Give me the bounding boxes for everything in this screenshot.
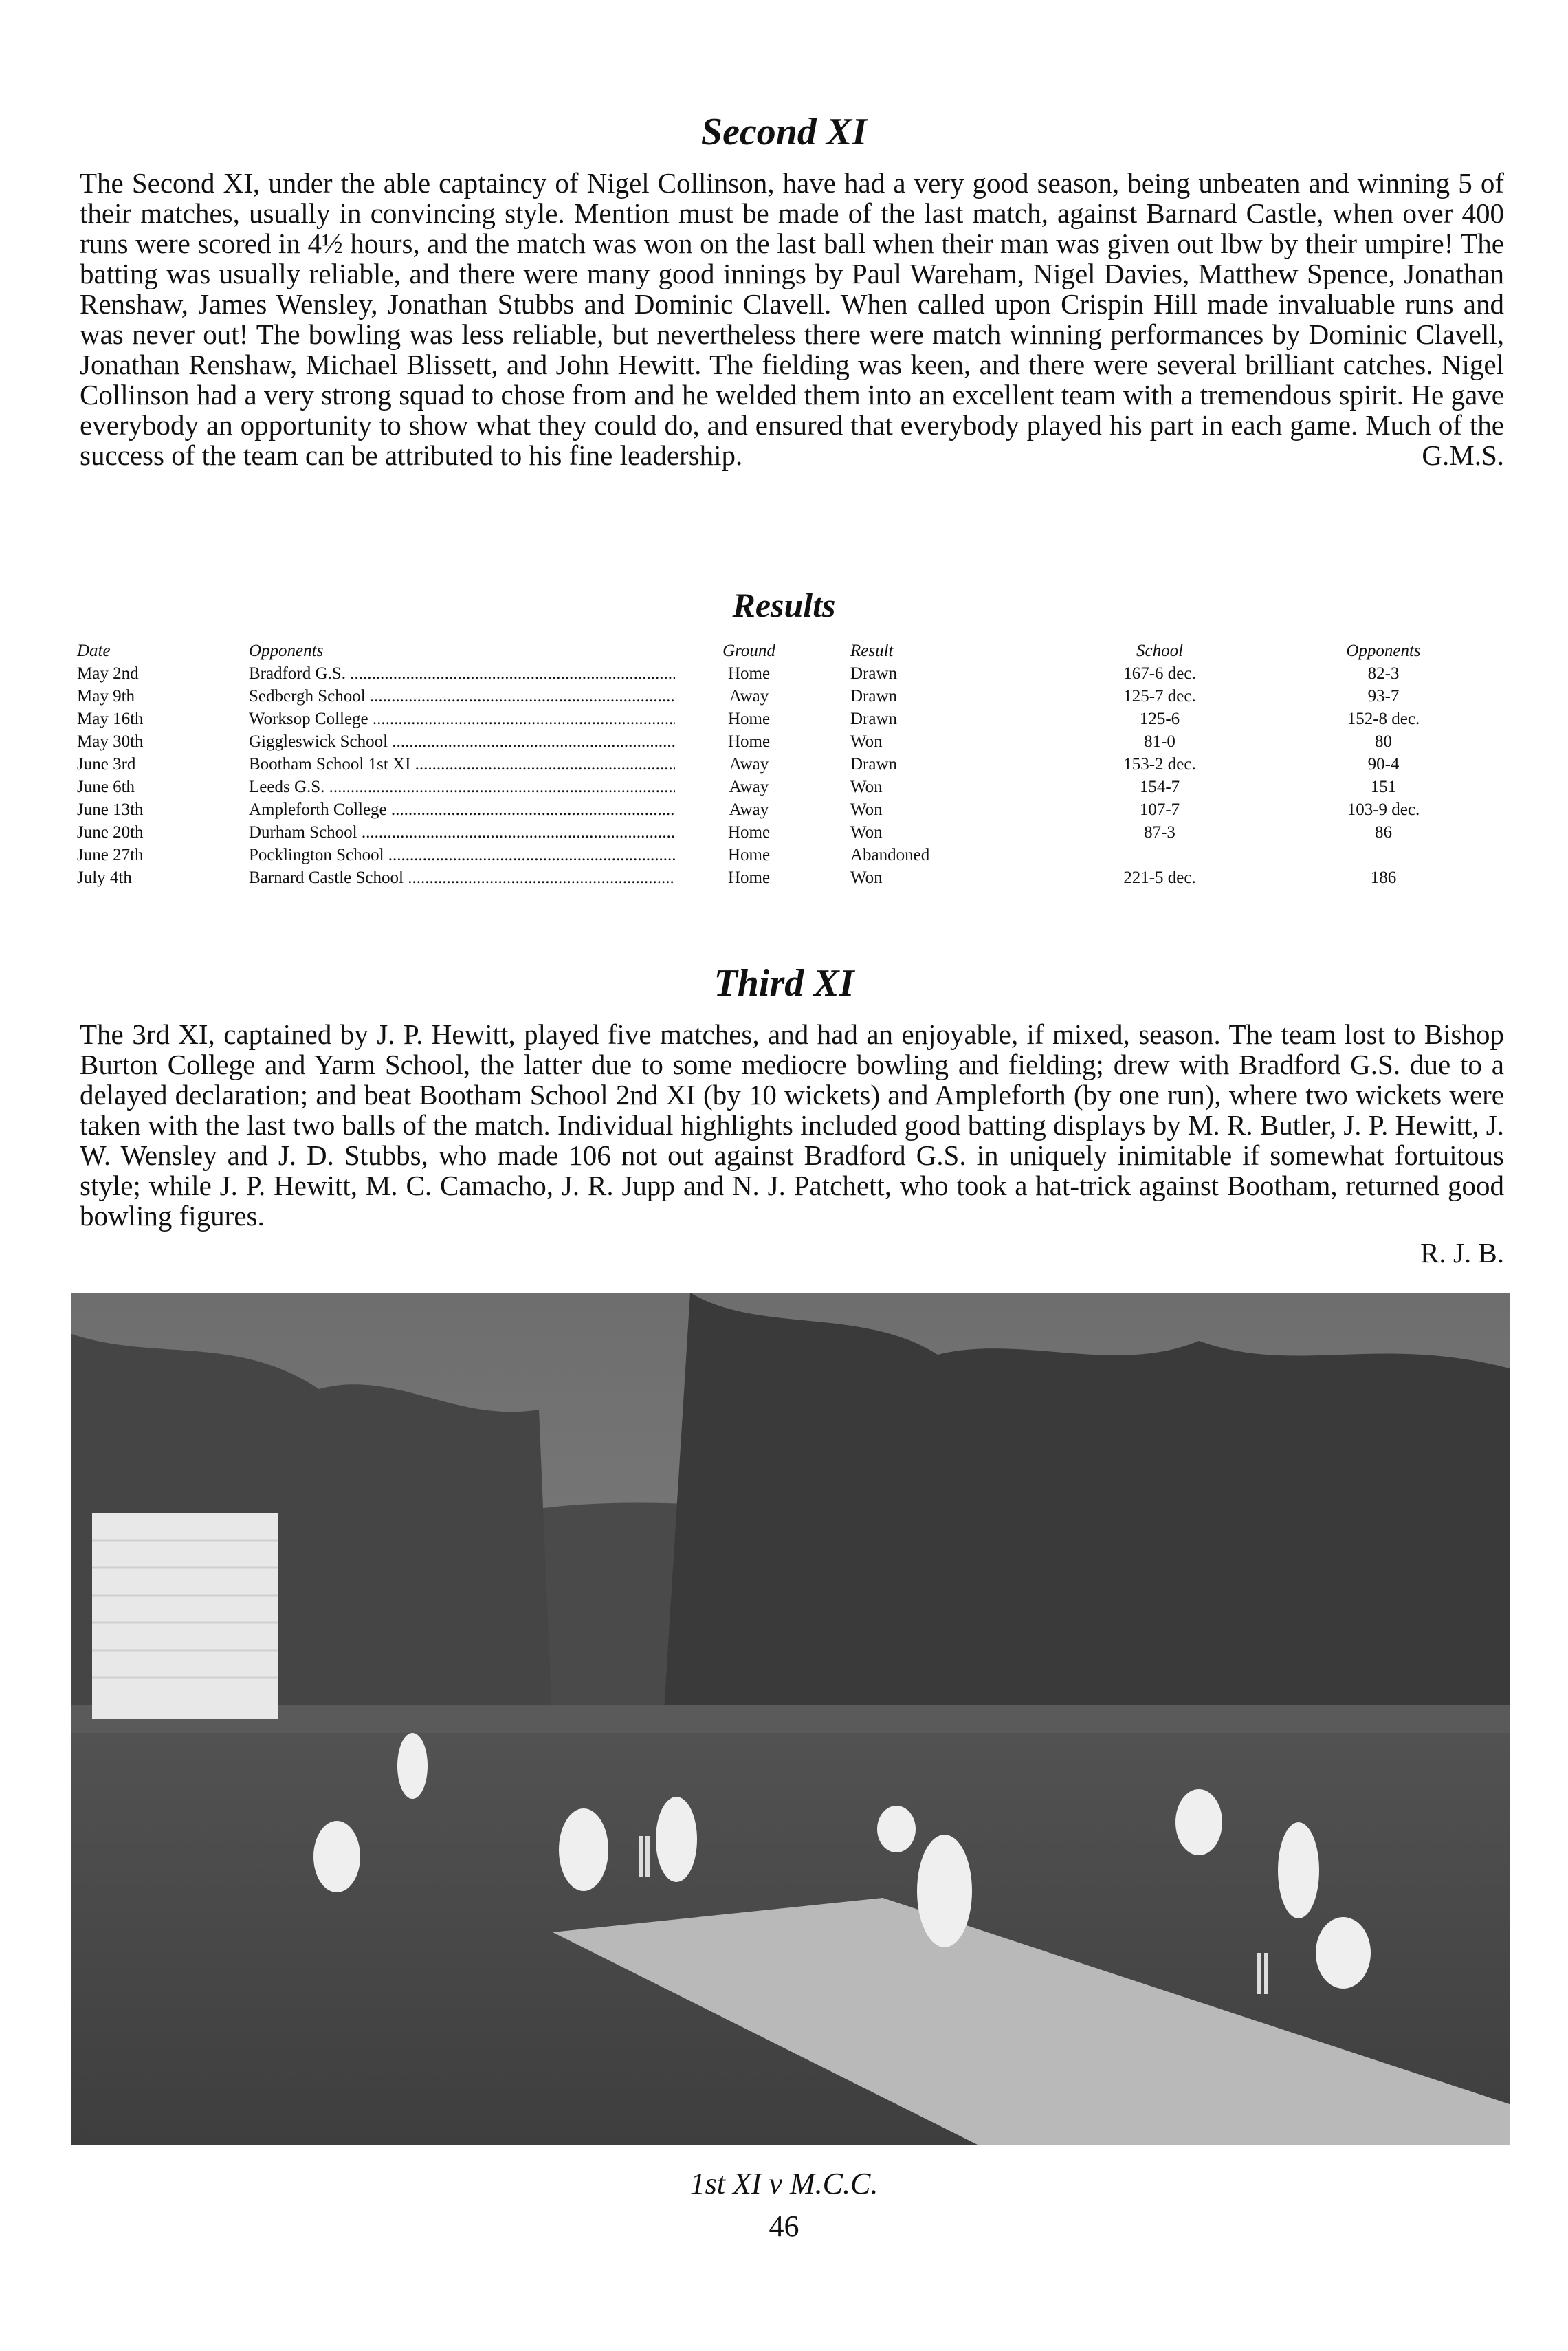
- row-school-score: 153-2 dec.: [1123, 755, 1196, 774]
- row-result: Drawn: [850, 664, 898, 683]
- row-result: Drawn: [850, 755, 898, 774]
- row-opponent-score: 82-3: [1367, 664, 1400, 683]
- row-school-score: 125-7 dec.: [1123, 687, 1196, 706]
- row-result: Won: [850, 778, 883, 796]
- row-opponent-score: 86: [1375, 823, 1392, 842]
- header-opponents-score: Opponents: [1346, 642, 1421, 660]
- row-date: May 9th: [77, 687, 135, 706]
- table-row: [77, 708, 1497, 730]
- row-opponent: Sedbergh School .....: [249, 685, 675, 708]
- second-xi-heading: Second XI: [700, 111, 868, 153]
- sight-screen: [92, 1513, 278, 1719]
- row-date: July 4th: [77, 868, 132, 887]
- row-ground: Away: [729, 778, 769, 796]
- table-row: [77, 866, 1497, 889]
- row-school-score: 125-6: [1139, 710, 1180, 728]
- row-opponent: Bootham School 1st XI .....: [249, 753, 675, 776]
- row-date: June 3rd: [77, 755, 136, 774]
- row-opponent: Worksop College .....: [249, 708, 675, 730]
- row-result: Won: [850, 823, 883, 842]
- row-ground: Home: [727, 868, 771, 887]
- row-school-score: 87-3: [1144, 823, 1175, 842]
- row-ground: Away: [729, 687, 769, 706]
- table-row: [77, 730, 1497, 753]
- header-opponents: Opponents: [249, 642, 324, 660]
- header-date: Date: [77, 642, 111, 660]
- row-ground: Home: [727, 710, 771, 728]
- results-heading: Results: [732, 586, 836, 624]
- row-opponent-score: 90-4: [1367, 755, 1400, 774]
- row-opponent-score: 103-9 dec.: [1347, 800, 1420, 819]
- row-ground: Home: [727, 846, 771, 864]
- row-result: Won: [850, 800, 883, 819]
- row-ground: Away: [729, 800, 769, 819]
- row-opponent: Pocklington School .....: [249, 844, 675, 866]
- row-opponent-score: 152-8 dec.: [1347, 710, 1420, 728]
- row-opponent-score: 151: [1370, 778, 1397, 796]
- row-school-score: 107-7: [1139, 800, 1180, 819]
- results-table: [77, 639, 1497, 889]
- row-school-score: 167-6 dec.: [1123, 664, 1196, 683]
- table-row: [77, 798, 1497, 821]
- row-school-score: 81-0: [1144, 732, 1175, 751]
- row-result: Abandoned: [850, 846, 930, 864]
- row-date: May 30th: [77, 732, 144, 751]
- second-xi-signature: G.M.S.: [1422, 439, 1504, 471]
- row-ground: Away: [729, 755, 769, 774]
- row-date: June 13th: [77, 800, 144, 819]
- photo-caption: 1st XI v M.C.C.: [689, 2167, 879, 2200]
- table-row: [77, 753, 1497, 776]
- header-result: Result: [850, 642, 894, 660]
- row-result: Won: [850, 732, 883, 751]
- third-xi-heading: Third XI: [714, 962, 854, 1005]
- row-ground: Home: [727, 732, 771, 751]
- row-opponent-score: 186: [1370, 868, 1397, 887]
- third-xi-report: [80, 1019, 1504, 1231]
- row-opponent: Barnard Castle School .....: [249, 866, 675, 889]
- row-result: Drawn: [850, 710, 898, 728]
- second-xi-report: [80, 168, 1504, 470]
- row-opponent: Leeds G.S. .....: [249, 776, 675, 798]
- second-xi-body: The Second XI, under the able captaincy of Nigel Collinson, have had a very good season, being unbeaten and winning 5 of their matches, usually in convincing style. Mention must be made of the last match, against Barnard Castle, when over 400 runs were scored in 4½ hours, and the match was won on the last ball when their man was given out lbw by their umpire! The batting was usually reliable, and there were many good innings by Paul Wareham, Nigel Davies, Matthew Spence, Jonathan Renshaw, James Wensley, Jonathan Stubbs and Dominic Clavell. When called upon Crispin Hill made invaluable runs and was never out! The bowling was less reliable, but nevertheless there were match winning performances by Dominic Clavell, Jonathan Renshaw, Michael Blissett, and John Hewitt. The fielding was keen, and there were several brilliant catches. Nigel Collinson had a very strong squad to chose from and he welded them into an excellent team with a tremendous spirit. He gave everybody an opportunity to show what they could do, and ensured that everybody played his part in each game. Much of the success of the team can be attributed to his fine leadership.: [80, 167, 1504, 471]
- row-opponent: Giggleswick School .....: [249, 730, 675, 753]
- row-result: Won: [850, 868, 883, 887]
- row-ground: Home: [727, 823, 771, 842]
- row-date: May 2nd: [77, 664, 139, 683]
- table-row: [77, 776, 1497, 798]
- row-opponent-score: 80: [1375, 732, 1392, 751]
- header-school-score: School: [1136, 642, 1184, 660]
- table-row: [77, 685, 1497, 708]
- row-ground: Home: [727, 664, 771, 683]
- table-row: [77, 821, 1497, 844]
- row-date: June 6th: [77, 778, 135, 796]
- row-date: June 20th: [77, 823, 144, 842]
- results-header-row: [77, 639, 1497, 662]
- row-opponent: Bradford G.S. .....: [249, 662, 675, 685]
- row-date: May 16th: [77, 710, 144, 728]
- row-school-score: 221-5 dec.: [1123, 868, 1196, 887]
- header-ground: Ground: [722, 642, 775, 660]
- row-school-score: [1050, 844, 1270, 866]
- row-opponent-score: [1270, 844, 1497, 866]
- cricket-match-photo: [71, 1293, 1510, 2145]
- row-opponent: Ampleforth College .....: [249, 798, 675, 821]
- third-xi-body: The 3rd XI, captained by J. P. Hewitt, played five matches, and had an enjoyable, if mixed, season. The team lost to Bishop Burton College and Yarm School, the latter due to some mediocre bowling and fielding; drew with Bradford G.S. due to a delayed declaration; and beat Bootham School 2nd XI (by 10 wickets) and Ampleforth (by one run), where two wickets were taken with the last two balls of the match. Individual highlights included good batting displays by M. R. Butler, J. P. Hewitt, J. W. Wensley and J. D. Stubbs, who made 106 not out against Bradford G.S. in uniquely inimitable if somewhat fortuitous style; while J. P. Hewitt, M. C. Camacho, J. R. Jupp and N. J. Patchett, who took a hat-trick against Bootham, returned good bowling figures.: [80, 1018, 1504, 1232]
- third-xi-signature: R. J. B.: [1420, 1237, 1504, 1269]
- page-number: 46: [769, 2209, 799, 2243]
- row-opponent-score: 93-7: [1367, 687, 1400, 706]
- row-result: Drawn: [850, 687, 898, 706]
- table-row: [77, 662, 1497, 685]
- row-school-score: 154-7: [1139, 778, 1180, 796]
- row-opponent: Durham School .....: [249, 821, 675, 844]
- table-row: [77, 844, 1497, 866]
- row-date: June 27th: [77, 846, 144, 864]
